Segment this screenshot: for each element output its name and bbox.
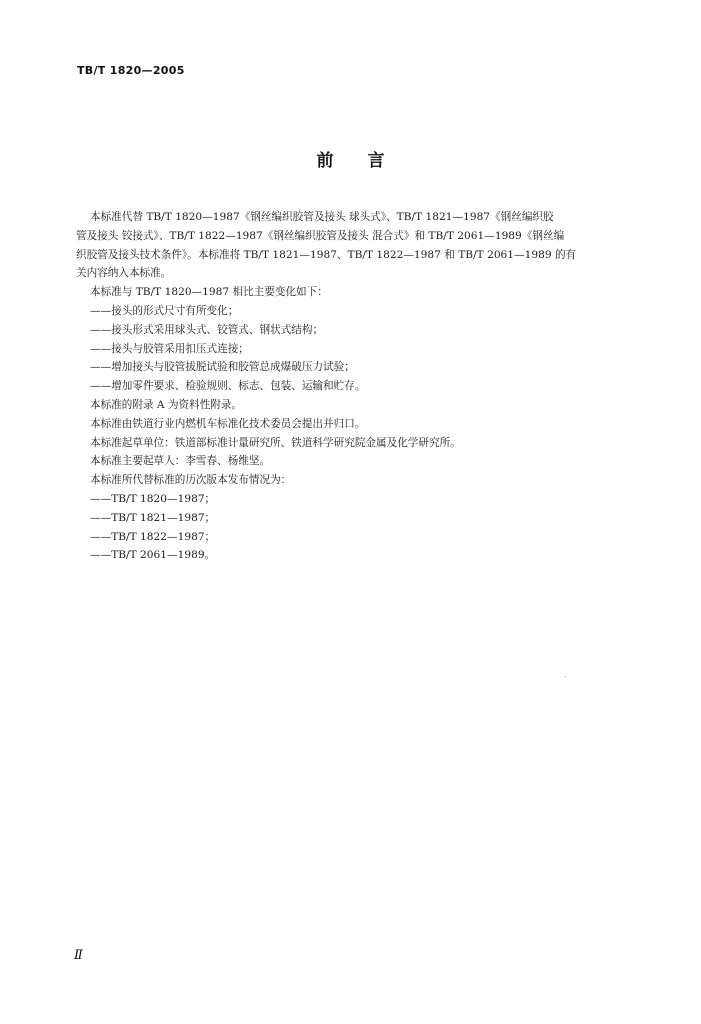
note-drafters: 本标准主要起草人：李雪春、杨维坚。: [90, 455, 271, 468]
intro-line: 织胶管及接头技术条件》。本标准将 TB/T 1821—1987、TB/T 1822—1987 和 TB/T 2061—1989 的有: [76, 248, 577, 261]
history-item: ——TB/T 1821—1987；: [90, 511, 216, 524]
note-appendix: 本标准的附录 A 为资料性附录。: [90, 398, 243, 411]
history-item: ——TB/T 1820—1987；: [90, 492, 216, 505]
standard-code-header: TB/T 1820—2005: [77, 64, 185, 77]
note-history-intro: 本标准所代替标准的历次版本发布情况为：: [90, 474, 292, 487]
intro-line: 管及接头 铰接式》、TB/T 1822—1987《钢丝编织胶管及接头 混合式》和 TB/T 2061—1989《钢丝编: [76, 229, 565, 242]
change-item: ——接头的形式尺寸有所变化；: [90, 304, 239, 317]
history-item: ——TB/T 2061—1989。: [90, 549, 216, 562]
intro-line: 关内容纳入本标准。: [76, 267, 172, 280]
changes-intro: 本标准与 TB/T 1820—1987 相比主要变化如下：: [90, 286, 328, 299]
change-item: ——接头形式采用球头式、铰管式、钢状式结构；: [90, 323, 324, 336]
change-item: ——增加零件要求、检验规则、标志、包装、运输和贮存。: [90, 380, 366, 393]
intro-paragraph: [76, 208, 628, 283]
change-item: ——接头与胶管采用扣压式连接；: [90, 342, 249, 355]
note-drafting-unit: 本标准起草单位：铁道部标准计量研究所、铁道科学研究院金属及化学研究所。: [90, 436, 461, 449]
note-proposer: 本标准由铁道行业内燃机车标准化技术委员会提出并归口。: [90, 417, 366, 430]
history-item: ——TB/T 1822—1987；: [90, 530, 216, 543]
page-number: Ⅱ: [74, 948, 83, 963]
foreword-body: [76, 208, 628, 565]
page-title: 前言: [316, 151, 419, 171]
intro-line: 本标准代替 TB/T 1820—1987《钢丝编织胶管及接头 球头式》、TB/T 1821—1987《钢丝编织胶: [90, 211, 554, 223]
change-item: ——增加接头与胶管拔脱试验和胶管总成爆破压力试验；: [90, 361, 355, 374]
scan-speck: [565, 676, 566, 677]
